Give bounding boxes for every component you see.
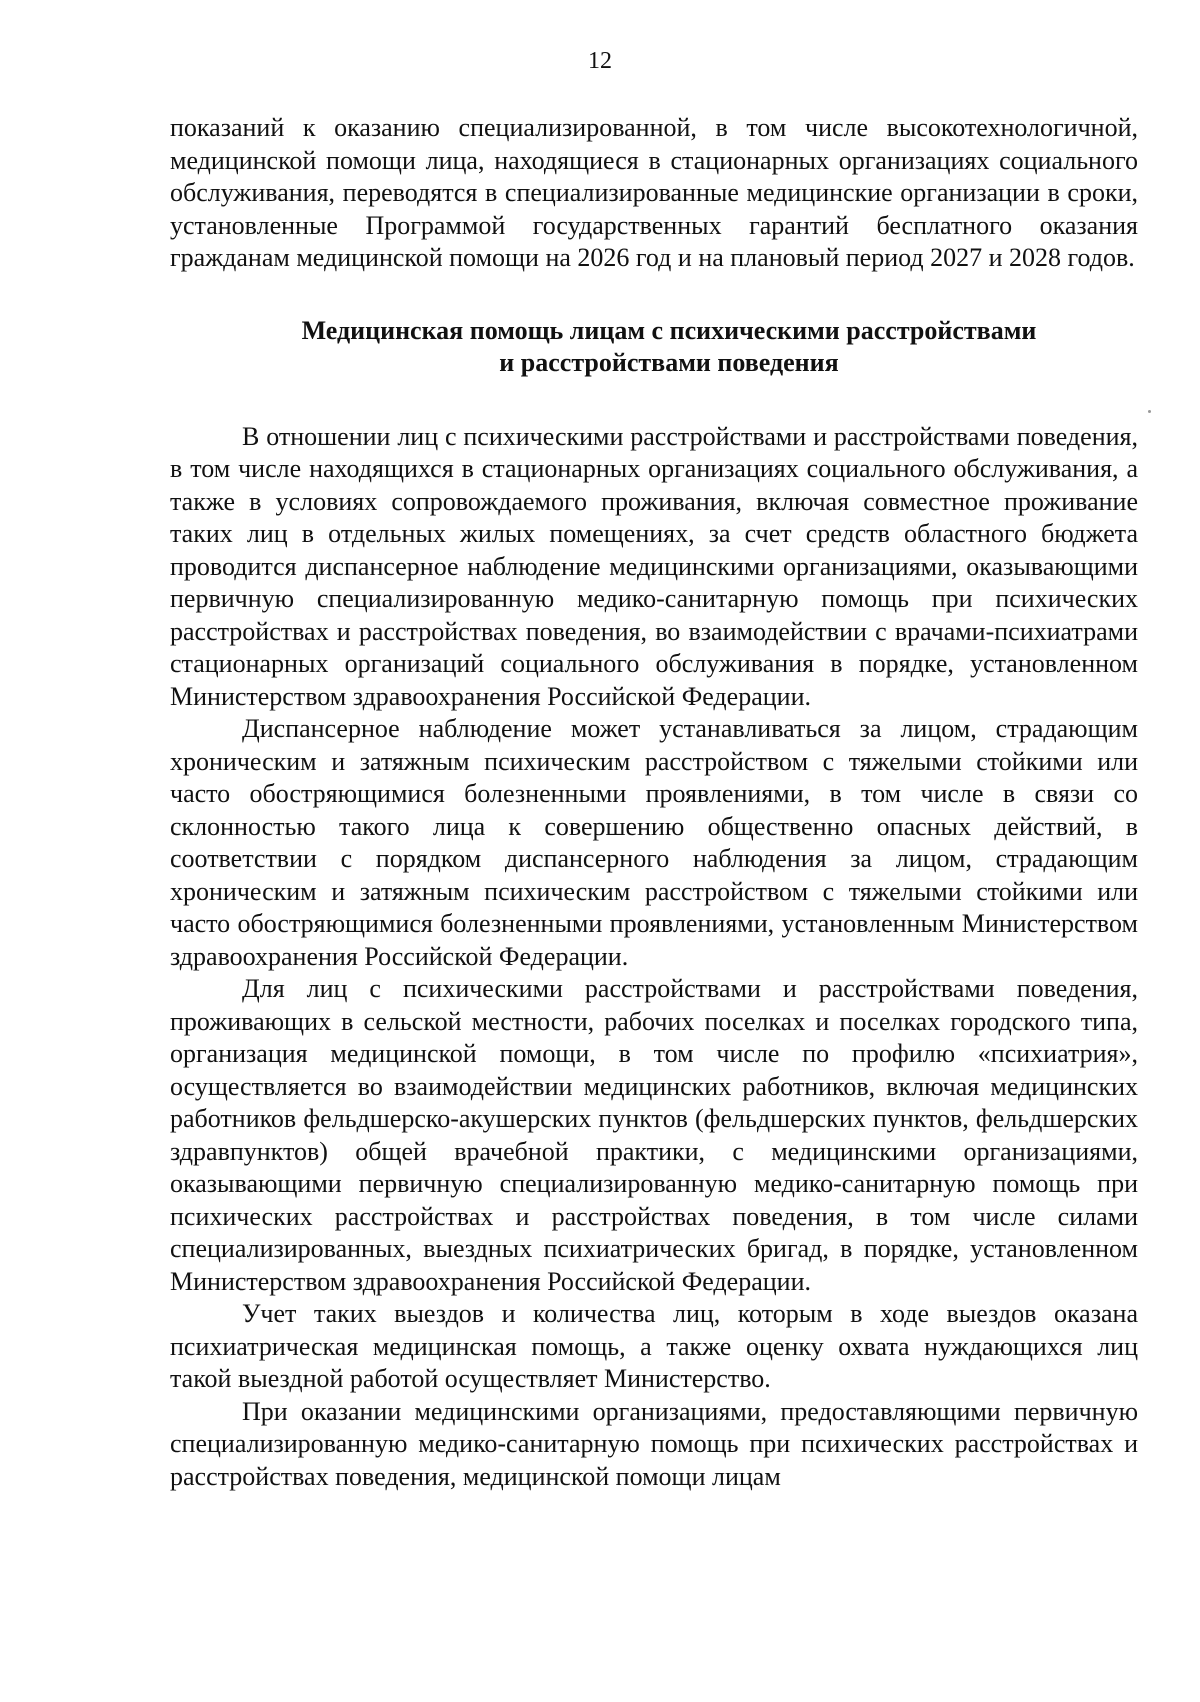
paragraph-rural-care: Для лиц с психическими расстройствами и расстройствами поведения, проживающих в сельской местности, рабочих поселках и поселках городского типа, организация медицинской помощи, в том числе по профилю «психиатрия», осуществляется во взаимодействии медицинских работников, включая медицинских работников фельдшерско-акушерских пунктов (фельдшерских пунктов, фельдшерских здравпунктов) общей врачебной практики, с медицинскими организациями, оказывающими первичную специализированную медико-санитарную помощь при психических расстройствах и расстройствах поведения, в том числе силами специализированных, выездных психиатрических бригад, в порядке, установленном Министерством здравоохранения Российской Федерации. <box>170 974 1138 1296</box>
intro-paragraph: показаний к оказанию специализированной, в том числе высокотехнологичной, медицинской помощи лица, находящиеся в стационарных организациях социального обслуживания, переводятся в специализированные медицинские организации в сроки, установленные Программой государственных гарантий бесплатного оказания гражданам медицинской помощи на 2026 год и на плановый период 2027 и 2028 годов. <box>170 113 1138 272</box>
paragraph-chronic-disorder: Диспансерное наблюдение может устанавливаться за лицом, страдающим хроническим и затяжным психическим расстройством с тяжелыми стойкими или часто обостряющимися болезненными проявлениями, в том числе в связи со склонностью такого лица к совершению общественно опасных действий, в соответствии с порядком диспансерного наблюдения за лицом, страдающим хроническим и затяжным психическим расстройством с тяжелыми стойкими или часто обостряющимися болезненными проявлениями, установленным Министерством здравоохранения Российской Федерации. <box>170 714 1138 971</box>
document-body <box>170 112 1138 1493</box>
paragraph-dispensary-observation: В отношении лиц с психическими расстройствами и расстройствами поведения, в том числе находящихся в стационарных организациях социального обслуживания, а также в условиях сопровождаемого проживания, включая совместное проживание таких лиц в отдельных жилых помещениях, за счет средств областного бюджета проводится диспансерное наблюдение медицинскими организациями, оказывающими первичную специализированную медико-санитарную помощь при психических расстройствах и расстройствах поведения, во взаимодействии с врачами-психиатрами стационарных организаций социального обслуживания в порядке, установленном Министерством здравоохранения Российской Федерации. <box>170 421 1138 711</box>
section-heading-line-2: и расстройствами поведения <box>499 348 839 377</box>
page-number: 12 <box>588 48 612 74</box>
scan-dot-mark <box>1148 410 1151 413</box>
paragraph-field-trips: Учет таких выездов и количества лиц, которым в ходе выездов оказана психиатрическая медицинская помощь, а также оценку охвата нуждающихся лиц такой выездной работой осуществляет Министерство. <box>170 1299 1138 1393</box>
paragraph-primary-care: При оказании медицинскими организациями, предоставляющими первичную специализированную медико-санитарную помощь при психических расстройствах и расстройствах поведения, медицинской помощи лицам <box>170 1396 1138 1491</box>
section-heading <box>170 315 1138 380</box>
section-heading-line-1: Медицинская помощь лицам с психическими расстройствами <box>301 315 1037 345</box>
